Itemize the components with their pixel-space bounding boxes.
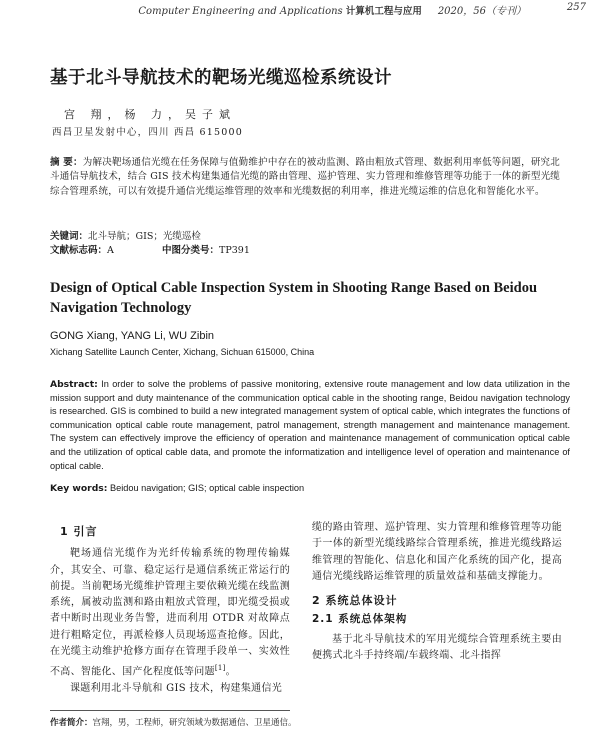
footnote-divider [50, 710, 290, 711]
en-keywords-label: Key words: [50, 483, 108, 494]
cn-classification [50, 242, 250, 256]
section-1-paragraph-1-text: 靶场通信光缆作为光纤传输系统的物理传输媒介，其安全、可靠、稳定运行是通信系统正常运行的前提。当前靶场光缆维护管理主要依赖光缆在线监测系统，属被动监测和路由粗放式管理，即光缆受损或者中断时出现业务告警，进而利用 OTDR 对故障点进行粗略定位，再派检修人员现场巡查抢修。因此，在光缆主动维护抢修方面存在管理手段单一、实效性不高、智能化、国产化程度低等问题 [50, 548, 290, 678]
section-2-1-heading: 2.1 系统总体架构 [312, 613, 408, 626]
cn-keywords-text: 北斗导航；GIS；光缆巡检 [88, 231, 201, 242]
section-1-heading: 1 引言 [60, 525, 98, 538]
cn-abstract-text: 为解决靶场通信光缆在任务保障与值勤维护中存在的被动监测、路由粗放式管理、数据利用率低等问题，研究北斗通信导航技术，结合 GIS 技术构建集通信光缆的路由管理、巡护管理、实力管理和维修管理等功能于一体的新型光缆综合管理系统，可以有效提升通信光缆运维管理的效率和光缆数据的利用率，推进光缆运维的信息化和智能化水平。 [50, 157, 561, 197]
running-head [138, 2, 526, 17]
class-number-group [162, 242, 250, 256]
cn-abstract [50, 156, 560, 199]
section-2-1-paragraph-1: 基于北斗导航技术的军用光缆综合管理系统主要由便携式北斗手持终端/车载终端、北斗指挥 [312, 633, 562, 662]
en-keywords [50, 483, 304, 494]
issue-info: 2020，56（专刊） [437, 6, 526, 17]
en-affiliation: Xichang Satellite Launch Center, Xichang, Sichuan 615000, China [50, 347, 315, 357]
body-left-column [50, 520, 290, 697]
section-1-paragraph-1-end: 。 [225, 666, 236, 678]
cn-keywords-label: 关键词： [50, 231, 89, 242]
section-1-paragraph-2: 课题利用北斗导航和 GIS 技术，构建集通信光 [70, 683, 283, 694]
body-right-column [312, 520, 562, 664]
footnote-label: 作者简介： [50, 718, 93, 728]
cn-authors: 宫 翔，杨 力，吴子斌 [64, 108, 236, 121]
en-abstract-text: In order to solve the problems of passive monitoring, extensive route management and low data utilization in the mission support and duty maintenance of the communication optical cable in the shooting range, Beidou navigation technology is researched. GIS is combined to build a new integrated management system of optical cable, which integrates the functions of communication optical cable route management, patrol management, strength management and maintenance management. The system can effectively improve the efficiency of operation and maintenance management of communication optical cable and the utilization of optical cable data, and promote the informatization and intelligence level of operation and maintenance of optical cable. [50, 379, 570, 471]
section-2-heading: 2 系统总体设计 [312, 594, 398, 608]
citation-ref: [1] [214, 664, 226, 673]
class-number: TP391 [219, 245, 250, 256]
section-1-paragraph-1 [50, 546, 290, 681]
cn-keywords [50, 228, 201, 242]
cn-title: 基于北斗导航技术的靶场光缆巡检系统设计 [50, 68, 392, 88]
doc-code-label: 文献标志码： [50, 245, 108, 256]
journal-name-cn: 计算机工程与应用 [345, 6, 422, 17]
footnote-text: 宫翔，男，工程师，研究领域为数据通信、卫星通信。 [92, 718, 297, 728]
en-abstract-label: Abstract: [50, 379, 98, 390]
journal-name-en: Computer Engineering and Applications [138, 6, 343, 17]
en-authors: GONG Xiang, YANG Li, WU Zibin [50, 330, 215, 342]
en-keywords-text: Beidou navigation; GIS; optical cable inspection [110, 483, 305, 493]
right-column-paragraph-1: 缆的路由管理、巡护管理、实力管理和维修管理等功能于一体的新型光缆线路综合管理系统，推进光缆线路运维管理的智能化、信息化和国产化系统的国产化，提高通信光缆线路运维管理的质量效益和基础支撑能力。 [312, 522, 562, 582]
en-title: Design of Optical Cable Inspection System in Shooting Range Based on Beidou Navigation Technology [50, 280, 538, 316]
page-number: 257 [566, 2, 586, 13]
cn-abstract-label: 摘 要： [50, 157, 83, 168]
en-abstract [50, 378, 570, 473]
class-label: 中图分类号： [162, 245, 220, 256]
author-footnote [50, 716, 297, 728]
doc-code: A [107, 245, 114, 256]
cn-affiliation: 西昌卫星发射中心，四川 西昌 615000 [52, 127, 244, 138]
